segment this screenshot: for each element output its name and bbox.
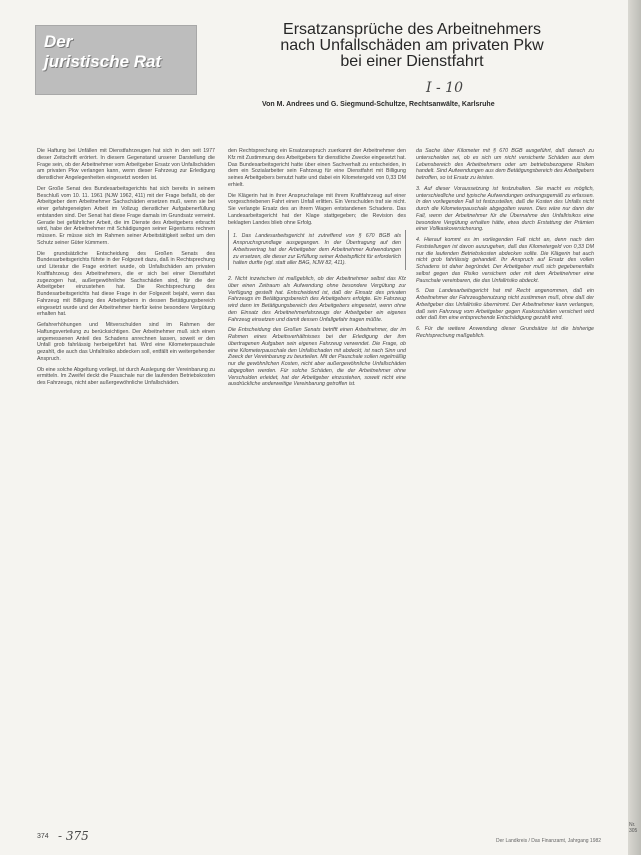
paragraph: Die Entscheidung des Großen Senats betrifft einen Arbeitnehmer, der im Rahmen eines Arbeitsverhältnisses bei der Erledigung der ihm übertragenen Aufgaben sein eigenes Fahrzeug verwendet. Die Frage, ob eine Kilometerpauschale den Unfallschaden mit abdeckt, ist nach Sinn und Zweck der Vereinbarung zu beurteilen. Mit der Pauschale sollen regelmäßig nur die gewöhnlichen Kosten, nicht aber außergewöhnliche Unfallschäden abgegolten werden. Für solche Schäden, die der Arbeitnehmer ohne Verschulden erleidet, hat der Arbeitgeber einzustehen, soweit nicht eine ausdrückliche anderweitige Vereinbarung getroffen ist. <box>228 327 406 388</box>
paragraph: 5. Das Landesarbeitsgericht hat mit Recht angenommen, daß ein Arbeitnehmer der Fahrzeugbenutzung nicht zustimmen muß, ohne daß der Arbeitgeber das Unfallrisiko übernimmt. Der Arbeitnehmer kann verlangen, daß sein Fahrzeug vom Arbeitgeber gegen Kaskoschäden versichert wird oder daß ihm eine entsprechende Entschädigung gezahlt wird. <box>416 288 594 322</box>
paragraph: 6. Für die weitere Anwendung dieser Grundsätze ist die bisherige Rechtsprechung maßgeblich. <box>416 326 594 339</box>
paragraph: Der Große Senat des Bundesarbeitsgerichts hat sich bereits in seinem Beschluß vom 10. 11. 1961 (NJW 1962, 411) mit der Frage befaßt, ob der Arbeitgeber dem Arbeitnehmer Sachschäden ersetzen muß, wenn sie bei einer gefahrgeneigten Arbeit im Vollzug dienstlicher Aufgabenerfüllung entstanden sind. Der Senat hat diese Frage damals im Grundsatz verneint. Gerade bei gefährlicher Arbeit, die im Dienste des Arbeitgebers erbracht wird, habe der Arbeitnehmer mit Schädigungen seiner Eigentums rechnen müssen. Er müsse sich im Rahmen seiner Arbeitstätigkeit selbst um den Schutz seiner Güter kümmern. <box>37 185 215 246</box>
page-number: 374 <box>37 833 49 840</box>
rubric-line-2: juristische Rat <box>44 52 162 71</box>
paragraph: den Rechtsprechung ein Ersatzanspruch zuerkannt der Arbeitnehmer den Kfz mit Zustimmung des Arbeitgebers für dienstliche Zwecke eingesetzt hat. Das Bundesarbeitsgericht hatte über einen Sachverhalt zu entscheiden, in dem ein Sozialarbeiter sein Fahrzeug für eine Dienstfahrt mit Billigung seines Arbeitgebers benutzt hatte und dabei ein Kilometergeld von 0,33 DM erhielt. <box>228 148 406 188</box>
rubric-line-1: Der <box>44 32 73 51</box>
title-line-2: nach Unfallschäden am privaten Pkw <box>280 37 544 54</box>
handwritten-page-number: - 375 <box>58 829 89 843</box>
quoted-ruling-box <box>228 230 406 270</box>
paragraph: 4. Hierauf kommt es im vorliegenden Fall nicht an, denn nach den Feststellungen ist davon auszugehen, daß das Kilometergeld von 0,33 DM nur die laufenden Betriebskosten abdecken sollte. Die Klägerin hat auch nicht grob fahrlässig gehandelt. Ihr Anspruch auf Ersatz des vollen Schadens ist daher begründet. Der Arbeitgeber muß sich gegebenenfalls selbst gegen das Risiko versichern oder mit dem Arbeitnehmer eine Pauschale vereinbaren, die das Unfallrisiko abdeckt. <box>416 237 594 284</box>
title-line-3: bei einer Dienstfahrt <box>340 53 484 70</box>
page-footer: Der Landkreis / Das Finanzamt, Jahrgang 1982 <box>496 838 602 844</box>
handwritten-note: I - 10 <box>426 80 463 96</box>
paragraph: Gefahrerhöhungen und Mitverschulden sind im Rahmen der Haftungsverteilung zu berücksichtigen. Der Arbeitnehmer muß sich einen angemessenen Anteil des Schadens anrechnen lassen, soweit er den Unfall grob fahrlässig herbeigeführt hat. Wird eine Kilometerpauschale gezahlt, die auch das Unfallrisiko abdecken soll, entfällt ein weitergehender Anspruch. <box>37 322 215 362</box>
text-column-1 <box>37 148 215 828</box>
paragraph: 2. Nicht inzwischen ist maßgeblich, ob der Arbeitnehmer selbst das Kfz über einen Zeitraum als Aufwendung ohne besondere Vergütung zur Verfügung gestellt hat. Entscheidend ist, daß der Einsatz des privaten Fahrzeugs im Betätigungsbereich des Arbeitgebers erfolgte. Ein Fahrzeug wird dann im Betätigungsbereich des Arbeitgebers eingesetzt, wenn ohne den Einsatz des Arbeitnehmerfahrzeugs der Arbeitgeber ein eigenes Fahrzeug einsetzen und damit dessen Unfallgefahr tragen müßte. <box>228 276 406 323</box>
byline: Von M. Andrees und G. Siegmund-Schultze, Rechtsanwälte, Karlsruhe <box>262 101 495 108</box>
paragraph: Die grundsätzliche Entscheidung des Großen Senats des Bundesarbeitsgerichts führte in der Folgezeit dazu, daß in Rechtsprechung und Literatur die Frage erörtert wurde, ob Unfallschäden am privaten Kraftfahrzeug des Arbeitnehmers, die er sich bei einer Dienstfahrt zugezogen hat, außergewöhnliche Sachschäden sind, für die der Arbeitgeber einzustehen hat. Die Rechtsprechung des Bundesarbeitsgerichts hat diese Frage in der Folgezeit bejaht, wenn das Fahrzeug mit Billigung des Arbeitgebers in dessen Betätigungsbereich eingesetzt wurde und der Arbeitnehmer hierfür keine besondere Vergütung erhalten hat. <box>37 250 215 318</box>
paragraph: Die Haftung bei Unfällen mit Dienstfahrzeugen hat sich in den seit 1977 dieser Zeitschrift erörtert. In diesem Gegenstand unserer Darstellung die Frage sein, ob der Arbeitnehmer vom Arbeitgeber Ersatz von Unfallschäden am privaten Pkw verlangen kann, wenn dieser Fahrzeug zur Erledigung dienstlicher Angelegenheiten eingesetzt worden ist. <box>37 148 215 181</box>
text-column-3 <box>416 148 594 838</box>
paragraph: Die Klägerin hat in ihrer Anspruchslage mit ihrem Kraftfahrzeug auf einer vorgeschriebenen Fahrt einen Unfall erlitten. Ein Verschulden traf sie nicht. Sie verlangte Ersatz des an ihrem Wagen entstandenen Schadens. Das Landesarbeitsgericht hat der Klage stattgegeben; die Revision des beklagten Landes blieb ohne Erfolg. <box>228 192 406 226</box>
paragraph: da Sache über Kilometer mit § 670 BGB ausgeführt, daß danach zu unterscheiden sei, ob es sich um nicht versicherte Schäden aus dem Lebensbereich des Arbeitnehmers oder um betriebsbezogene Risiken handelt. Sind Aufwendungen aus dem Betätigungsbereich des Arbeitgebers betroffen, so ist Ersatz zu leisten. <box>416 148 594 181</box>
paragraph: Ob eine solche Abgeltung vorliegt, ist durch Auslegung der Vereinbarung zu ermitteln. Im Zweifel deckt die Pauschale nur die laufenden Betriebskosten des Fahrzeugs, nicht aber außergewöhnliche Unfallschäden. <box>37 366 215 386</box>
binding-gutter <box>628 0 641 855</box>
paragraph: 3. Auf dieser Voraussetzung ist festzuhalten. Sie macht es möglich, unterschiedliche und typische Aufwendungen ordnungsgemäß zu erfassen. In den vorliegenden Fall ist festzustellen, daß die Kosten des Unfalls nicht durch die Kilometerpauschale abgegolten waren. Dies wäre nur dann der Fall, wenn der Arbeitnehmer für die Übernahme des Unfallrisikos eine besondere Vergütung erhalten hätte, etwa durch Erstattung der Prämien einer Vollkaskoversicherung. <box>416 185 594 233</box>
rubric-label <box>44 32 194 72</box>
text-column-2 <box>228 148 406 838</box>
quoted-ruling-text: 1. Das Landesarbeitsgericht ist zutreffend von § 670 BGB als Anspruchsgrundlage ausgegangen. In der Übertragung auf den Arbeitsvertrag hat der Arbeitgeber dem Arbeitnehmer Aufwendungen zu ersetzen, die dieser zur Erfüllung seiner Arbeitspflicht für erforderlich halten durfte (vgl. statt aller BAG, NJW 82, 411). <box>233 233 401 267</box>
article-title <box>242 22 582 70</box>
edge-mark: Nr. 305 <box>629 822 638 834</box>
title-line-1: Ersatzansprüche des Arbeitnehmers <box>283 21 541 38</box>
